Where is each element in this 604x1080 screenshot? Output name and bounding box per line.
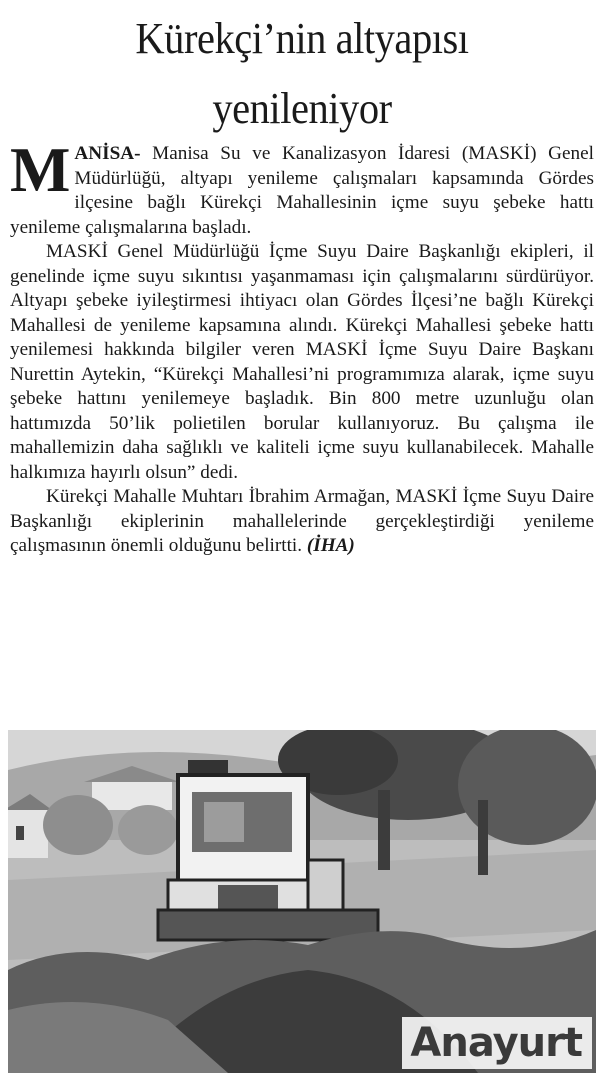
news-photo <box>8 730 596 1073</box>
dateline: ANİSA- <box>74 143 141 164</box>
paragraph-1 <box>10 134 594 240</box>
headline-line-2: yenileniyor <box>212 84 392 133</box>
publication-logo: Anayurt <box>402 1017 592 1069</box>
headline <box>24 4 580 144</box>
paragraph-1-text: Manisa Su ve Kanalizasyon İdaresi (MASKİ) Genel Müdürlüğü, altyapı yenileme çalışmaları kapsamında Gördes ilçesine bağlı Kürekçi Mahallesinin içme suyu şebeke hattı yenileme çalışmalarına başladı. <box>10 143 594 238</box>
headline-line-1: Kürekçi’nin altyapısı <box>135 14 469 63</box>
paragraph-3 <box>10 485 594 559</box>
news-source: (İHA) <box>306 535 355 556</box>
drop-cap: M <box>10 134 71 205</box>
paragraph-3-text: Kürekçi Mahalle Muhtarı İbrahim Armağan, MASKİ İçme Suyu Daire Başkanlığı ekiplerinin mahallelerinde gerçekleştirdiği yenileme çalışmasının önemli olduğunu belirtti. <box>10 486 594 556</box>
paragraph-2: MASKİ Genel Müdürlüğü İçme Suyu Daire Başkanlığı ekipleri, il genelinde içme suyu sıkıntısı yaşanmaması için çalışmalarını sürdürüyor. Altyapı şebeke iyileştirmesi ihtiyacı olan Gördes İlçesi’ne bağlı Kürekçi Mahallesi de yenileme kapsamına alındı. Kürekçi Mahallesi şebeke hattı yenilemesi hakkında bilgiler veren MASKİ İçme Suyu Daire Başkanı Nurettin Aytekin, “Kürekçi Mahallesi’ni programımıza alarak, içme suyu şebeke hattını yenilemeye başladık. Bin 800 metre uzunluğu olan hattımızda 50’lik polietilen borular kullanıyoruz. Bu çalışma ile mahallemizin daha sağlıklı ve kaliteli içme suyu kullanabilecek. Mahalle halkımıza hayırlı olsun” dedi. <box>10 241 594 483</box>
article-body <box>10 134 594 559</box>
